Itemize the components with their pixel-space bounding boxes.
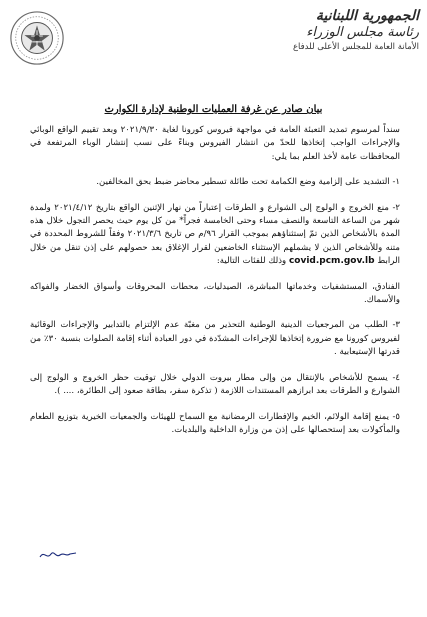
title-text: بيان صادر عن غرفة العمليات الوطنية لإدارة الكوارث	[104, 104, 323, 115]
presidency-emblem-icon	[8, 9, 66, 67]
exempt-categories: الفنادق، المستشفيات وخدماتها المباشرة، الصيدليات، محطات المحروقات وأسواق الخضار والفواكه والأسماك.	[30, 281, 400, 306]
government-heading	[229, 8, 419, 53]
measure-5: ٥- يمنع إقامة الولائم، الخيم والإفطارات الرمضانية مع السماح للهيئات والجمعيات الخيرية بتوزيع الطعام والمأكولات بعد إستحصالها على إذن من وزارة الداخلية والبلديات.	[30, 411, 400, 435]
permit-link[interactable]: covid.pcm.gov.lb	[288, 256, 375, 267]
measure-3: ٣- الطلب من المرجعيات الدينية الوطنية التحذير من مغبّة عدم الإلتزام بالتدابير والإجراءات الوقائية لفيروس كورونا مع ضرورة إتخاذها للإجراءات المشدّدة في دور العبادة أثناء إقامة الصلوات بنسبة ٣٠٪ من قدرتها الإستيعابية .	[30, 320, 400, 358]
presidency-name: رئاسة مجلس الوزراء	[306, 25, 419, 40]
measure-1: ١- التشديد على إلزامية وضع الكمامة تحت طائلة تسطير محاضر ضبط بحق المخالفين.	[96, 177, 400, 188]
letterhead	[0, 6, 427, 80]
document-title	[0, 104, 427, 115]
secretariat-name: الأمانة العامة للمجلس الأعلى للدفاع	[292, 42, 419, 52]
measure-2-text: ٢- منع الخروج و الولوج إلى الشوارع و الطرقات إعتباراً من نهار الإثنين الواقع بتاريخ ٢٠٢١/٤/١٢ ولمدة شهر من الساعة التاسعة والنصف مساء وحتى الخامسة فجراً* من كل يوم حيث يحصر التجول خلال هذه المدة بالأشخاص الذين تمّ إستثناؤهم بموجب القرار ٩٦/م ص تاريخ ٢٠٢١/٣/٦ وفقاً للشروط المحددة في متنه وللأشخاص الذين لا يشملهم الإستثناء الخاضعين لقرار الإغلاق بعد حصولهم على إذن تنقل من خلال الرابط	[30, 202, 400, 267]
republic-name: الجمهورية اللبنانية	[315, 8, 419, 24]
document-body	[30, 124, 400, 449]
measure-4: ٤- يسمح للأشخاص بالإنتقال من وإلى مطار بيروت الدولي خلال توقيت حظر الخروج و الولوج إلى الشوارع و الطرقات بعد ابرازهم المستندات اللازمة ( تذكرة سفر، بطاقة صعود إلى الطائرة، .... ).	[30, 372, 400, 397]
measure-2	[30, 202, 400, 269]
signature-mark	[38, 546, 78, 562]
measure-2-suffix: وذلك للفئات التالية:	[216, 256, 287, 267]
intro-paragraph: سنداً لمرسوم تمديد التعبئة العامة في مواجهة فيروس كورونا لغاية ٢٠٢١/٩/٣٠ وبعد تقييم الواقع الوبائي والإجراءات الواجب إتخاذها للحدّ من انتشار الفيروس وبناءً على نسب إنتشار الوباء المرتفعة في المحافظات عامة لأخذ العلم بما يلي:	[30, 125, 401, 162]
